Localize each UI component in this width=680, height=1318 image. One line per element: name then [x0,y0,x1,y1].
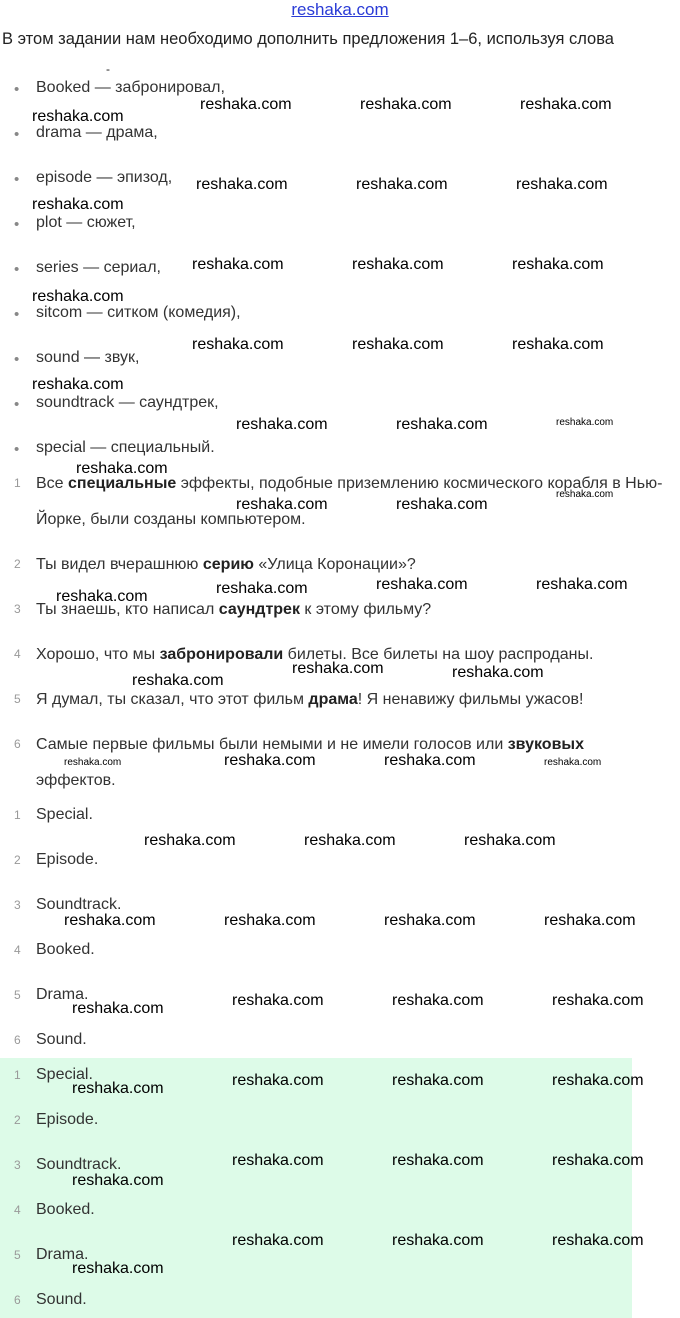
watermark: reshaka.com [556,489,614,500]
item-number: 1 [14,1068,21,1082]
task-intro: В этом задании нам необходимо дополнить предложения 1–6, используя слова [2,30,614,48]
bullet-icon: • [14,171,20,188]
answer-text: Sound. [36,1031,87,1048]
watermark: reshaka.com [32,376,124,393]
item-number: 1 [14,476,21,490]
answer-word: звуковых [507,736,584,753]
watermark: reshaka.com [72,1260,164,1277]
watermark: reshaka.com [392,1072,484,1089]
watermark: reshaka.com [544,757,602,768]
watermark: reshaka.com [552,992,644,1009]
watermark: reshaka.com [144,832,236,849]
watermark: reshaka.com [396,496,488,513]
item-number: 5 [14,692,21,706]
item-number: 2 [14,557,21,571]
watermark: reshaka.com [232,1152,324,1169]
watermark: reshaka.com [512,256,604,273]
vocab-text: sound — звук, [36,349,140,366]
watermark: reshaka.com [360,96,452,113]
item-number: 1 [14,808,21,822]
watermark: reshaka.com [512,336,604,353]
item-number: 6 [14,1293,21,1307]
answer-text: Booked. [36,941,95,958]
sentence-text: Ты знаешь, кто написал саундтрек к этому фильму? [36,601,432,618]
watermark: reshaka.com [32,196,124,213]
item-number: 3 [14,1158,21,1172]
watermark: reshaka.com [72,1000,164,1017]
watermark: reshaka.com [516,176,608,193]
watermark: reshaka.com [352,336,444,353]
watermark: reshaka.com [200,96,292,113]
watermark: reshaka.com [396,416,488,433]
watermark: reshaka.com [232,992,324,1009]
item-number: 3 [14,602,21,616]
item-number: 5 [14,988,21,1002]
bullet-icon: • [14,81,20,98]
bullet-icon: • [14,396,20,413]
watermark: reshaka.com [304,832,396,849]
watermark: reshaka.com [552,1152,644,1169]
answer-text: Episode. [36,851,99,868]
vocab-text: plot — сюжет, [36,214,136,231]
bullet-icon: • [14,351,20,368]
item-number: 6 [14,737,21,751]
sentence-text: Ты видел вчерашнюю серию «Улица Коронации»? [36,556,416,573]
answer-text: Soundtrack. [36,896,122,913]
watermark: reshaka.com [392,1152,484,1169]
answer-text: Soundtrack. [36,1156,122,1173]
bullet-icon: • [14,441,20,458]
answer-text: Drama. [36,1246,89,1263]
vocab-text: special — специальный. [36,439,215,456]
watermark: reshaka.com [224,912,316,929]
vocab-text: Booked — забронировал, [36,79,225,96]
watermark: reshaka.com [192,336,284,353]
watermark: reshaka.com [552,1232,644,1249]
watermark: reshaka.com [76,460,168,477]
item-number: 4 [14,943,21,957]
watermark: reshaka.com [464,832,556,849]
watermark: reshaka.com [216,580,308,597]
item-number: 3 [14,898,21,912]
vocab-text: episode — эпизод, [36,169,173,186]
answer-text: Special. [36,1066,93,1083]
watermark: reshaka.com [72,1172,164,1189]
watermark: reshaka.com [56,588,148,605]
bullet-icon: • [14,261,20,278]
watermark: reshaka.com [376,576,468,593]
item-number: 4 [14,1203,21,1217]
watermark: reshaka.com [236,416,328,433]
watermark: reshaka.com [32,108,124,125]
sentence-text: Все специальные эффекты, подобные приземлению космического корабля в Нью-Йорке, были созданы компьютером. [36,475,663,528]
watermark: reshaka.com [384,912,476,929]
answer-word: забронировали [159,646,284,663]
answer-word: саундтрек [218,601,300,618]
watermark: reshaka.com [536,576,628,593]
sentence-text: Самые первые фильмы были немыми и не имели голосов или звуковых эффектов. [36,736,584,789]
watermark: reshaka.com [556,417,614,428]
sentence-text: Хорошо, что мы забронировали билеты. Все билеты на шоу распроданы. [36,646,594,663]
vocab-text: soundtrack — саундтрек, [36,394,219,411]
watermark: reshaka.com [132,672,224,689]
answer-word: специальные [68,475,177,492]
watermark: reshaka.com [544,912,636,929]
dash-mark: - [106,62,110,76]
item-number: 2 [14,853,21,867]
watermark: reshaka.com [72,1080,164,1097]
sentence-text: Я думал, ты сказал, что этот фильм драма! Я ненавижу фильмы ужасов! [36,691,584,708]
item-number: 4 [14,647,21,661]
watermark: reshaka.com [292,660,384,677]
sentence-item [0,682,680,718]
bullet-icon: • [14,216,20,233]
item-number: 5 [14,1248,21,1262]
vocab-text: series — сериал, [36,259,161,276]
watermark: reshaka.com [232,1232,324,1249]
watermark: reshaka.com [552,1072,644,1089]
item-number: 6 [14,1033,21,1047]
watermark: reshaka.com [232,1072,324,1089]
answer-text: Drama. [36,986,89,1003]
watermark: reshaka.com [352,256,444,273]
vocab-text: drama — драма, [36,124,158,141]
watermark: reshaka.com [64,912,156,929]
bullet-icon: • [14,306,20,323]
item-number: 2 [14,1113,21,1127]
vocab-text: sitcom — ситком (комедия), [36,304,241,321]
watermark: reshaka.com [392,992,484,1009]
answer-word: серию [202,556,254,573]
watermark: reshaka.com [236,496,328,513]
watermark: reshaka.com [224,752,316,769]
answer-text: Episode. [36,1111,99,1128]
watermark: reshaka.com [32,288,124,305]
watermark: reshaka.com [384,752,476,769]
answer-text: Booked. [36,1201,95,1218]
answer-text: Sound. [36,1291,87,1308]
watermark: reshaka.com [520,96,612,113]
watermark: reshaka.com [196,176,288,193]
watermark: reshaka.com [64,757,122,768]
answer-text: Special. [36,806,93,823]
bullet-icon: • [14,126,20,143]
watermark: reshaka.com [392,1232,484,1249]
watermark: reshaka.com [356,176,448,193]
site-link[interactable]: reshaka.com [291,0,389,19]
watermark: reshaka.com [192,256,284,273]
watermark: reshaka.com [452,664,544,681]
answer-word: драма [308,691,358,708]
